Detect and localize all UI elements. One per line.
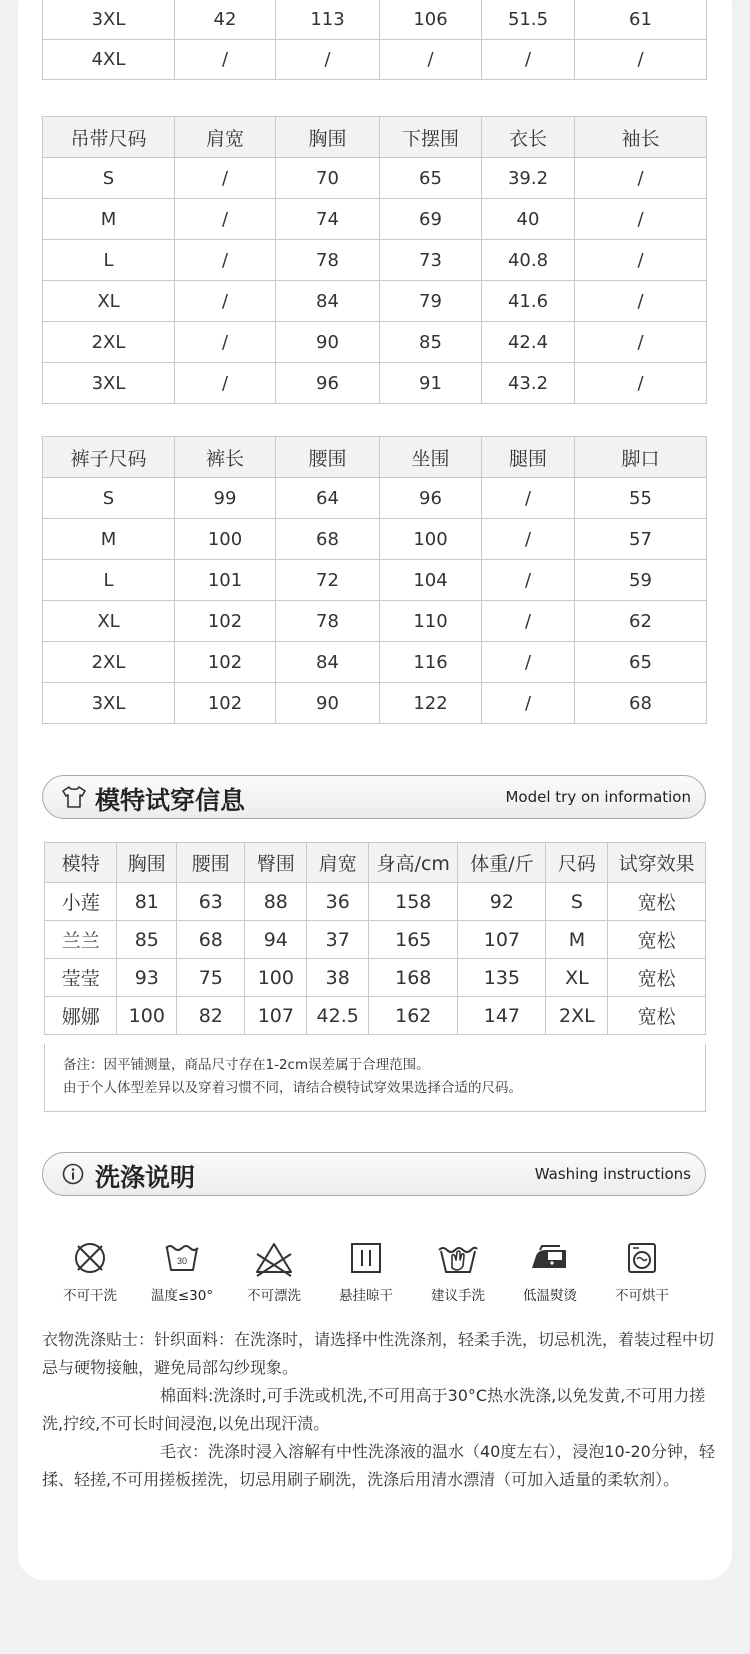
table-cell: L [43, 560, 175, 601]
table-row [45, 997, 706, 1035]
table-cell: 68 [575, 683, 707, 724]
table-cell: 2XL [546, 997, 608, 1035]
table-cell: 40.8 [482, 240, 575, 281]
table-cell: 96 [380, 478, 482, 519]
table-cell: / [175, 240, 276, 281]
table-cell: 62 [575, 601, 707, 642]
table-cell: / [575, 281, 707, 322]
header-cell: 体重/斤 [458, 843, 546, 883]
model-section-title: 模特试穿信息 [95, 786, 246, 815]
table-cell: / [482, 601, 575, 642]
table-row [43, 158, 707, 199]
header-cell: 胸围 [276, 117, 380, 158]
no-dry-clean-icon [42, 1238, 138, 1278]
header-cell: 裤子尺码 [43, 437, 175, 478]
table-cell: 107 [458, 921, 546, 959]
table-row [43, 560, 707, 601]
table-cell: M [43, 519, 175, 560]
table-cell: 147 [458, 997, 546, 1035]
header-cell: 尺码 [546, 843, 608, 883]
table-cell: XL [43, 281, 175, 322]
table-cell: / [575, 322, 707, 363]
model-section-banner [42, 775, 706, 819]
wash-item-low-iron [502, 1238, 598, 1304]
table-header-row [43, 117, 707, 158]
table-cell: 3XL [43, 363, 175, 404]
table-cell: 3XL [43, 0, 175, 40]
table-row [43, 683, 707, 724]
table-cell: 102 [175, 601, 276, 642]
table-cell: 72 [276, 560, 380, 601]
table-cell: 42 [175, 0, 276, 40]
table-cell: 65 [575, 642, 707, 683]
header-cell: 下摆围 [380, 117, 482, 158]
table-header-row [43, 437, 707, 478]
header-cell: 肩宽 [307, 843, 369, 883]
table-cell: 93 [117, 959, 177, 997]
table-cell: 宽松 [608, 921, 706, 959]
table-cell: 90 [276, 322, 380, 363]
table-cell: 79 [380, 281, 482, 322]
table-row [45, 959, 706, 997]
table-cell: 73 [380, 240, 482, 281]
wash-section-subtitle: Washing instructions [534, 1165, 691, 1183]
table-cell: / [380, 40, 482, 80]
table-cell: / [575, 158, 707, 199]
table-cell: 70 [276, 158, 380, 199]
table-row [43, 478, 707, 519]
table-cell: 96 [276, 363, 380, 404]
table-cell: M [43, 199, 175, 240]
care-tip-wool: 毛衣：洗涤时浸入溶解有中性洗涤液的温水（40度左右），浸泡10-20分钟，轻揉、轻搓,不可用搓板搓洗，切忌用刷子刷洗，洗涤后用清水漂清（可加入适量的柔软剂）。 [42, 1442, 715, 1489]
wash-label: 不可漂洗 [247, 1288, 301, 1304]
svg-text:30: 30 [176, 1256, 188, 1266]
wash-section-banner [42, 1152, 706, 1196]
header-cell: 臀围 [245, 843, 307, 883]
care-tips [42, 1326, 722, 1494]
table-cell: 4XL [43, 40, 175, 80]
hand-wash-icon [410, 1238, 506, 1278]
table-cell: 3XL [43, 683, 175, 724]
table-cell: / [482, 683, 575, 724]
table-cell: 69 [380, 199, 482, 240]
table-row [43, 0, 707, 40]
table-cell: 122 [380, 683, 482, 724]
header-cell: 肩宽 [175, 117, 276, 158]
table-cell: XL [43, 601, 175, 642]
table-cell: 55 [575, 478, 707, 519]
table-cell: 107 [245, 997, 307, 1035]
model-section-subtitle: Model try on information [505, 788, 691, 806]
table-row [43, 642, 707, 683]
table-cell: / [482, 642, 575, 683]
care-tip-knit: 衣物洗涤贴士：针织面料：在洗涤时，请选择中性洗涤剂，轻柔手洗，切忌机洗，着装过程中切忌与硬物接触，避免局部勾纱现象。 [42, 1330, 715, 1377]
header-cell: 坐围 [380, 437, 482, 478]
table-cell: 2XL [43, 642, 175, 683]
table-cell: 68 [276, 519, 380, 560]
table-cell: / [575, 240, 707, 281]
care-tip-cotton: 棉面料:洗涤时,可手洗或机洗,不可用高于30°C热水洗涤,以免发黄,不可用力搓洗,拧绞,不可长时间浸泡,以免出现汗渍。 [42, 1386, 706, 1433]
table-row [43, 601, 707, 642]
table-cell: / [276, 40, 380, 80]
table-cell: 42.5 [307, 997, 369, 1035]
table-row [43, 199, 707, 240]
table-cell: 100 [175, 519, 276, 560]
table-cell: 102 [175, 683, 276, 724]
table-cell: 宽松 [608, 997, 706, 1035]
table-cell: 99 [175, 478, 276, 519]
table-cell: 57 [575, 519, 707, 560]
wash-item-no-dry-clean [42, 1238, 138, 1304]
table-cell: 宽松 [608, 883, 706, 921]
table-cell: XL [546, 959, 608, 997]
header-cell: 胸围 [117, 843, 177, 883]
model-note-line1: 备注：因平铺测量，商品尺寸存在1-2cm误差属于合理范围。 [63, 1057, 430, 1073]
table-cell: 101 [175, 560, 276, 601]
table-cell: 39.2 [482, 158, 575, 199]
table-cell: 162 [369, 997, 458, 1035]
header-cell: 腰围 [177, 843, 245, 883]
table-cell: 78 [276, 601, 380, 642]
table-cell: 51.5 [482, 0, 575, 40]
model-note [44, 1044, 706, 1112]
no-tumble-dry-icon [594, 1238, 690, 1278]
shirt-icon [61, 785, 87, 813]
table-cell: / [175, 158, 276, 199]
table-cell: 165 [369, 921, 458, 959]
table-cell: 42.4 [482, 322, 575, 363]
table-cell: 84 [276, 281, 380, 322]
table-cell: / [175, 40, 276, 80]
table-cell: S [43, 158, 175, 199]
table-cell: / [575, 40, 707, 80]
wash-item-no-tumble-dry [594, 1238, 690, 1304]
header-cell: 裤长 [175, 437, 276, 478]
table-row [43, 281, 707, 322]
table-cell: 78 [276, 240, 380, 281]
table-row [45, 921, 706, 959]
table-cell: 104 [380, 560, 482, 601]
table-cell: 110 [380, 601, 482, 642]
table-cell: / [175, 199, 276, 240]
wash-label: 低温熨烫 [523, 1288, 577, 1304]
table-cell: M [546, 921, 608, 959]
header-cell: 脚口 [575, 437, 707, 478]
table-cell: 81 [117, 883, 177, 921]
table-cell: 莹莹 [45, 959, 117, 997]
table-cell: 宽松 [608, 959, 706, 997]
table-cell: / [482, 519, 575, 560]
table-cell: / [482, 560, 575, 601]
header-cell: 试穿效果 [608, 843, 706, 883]
table-cell: 65 [380, 158, 482, 199]
header-cell: 模特 [45, 843, 117, 883]
wash-label: 悬挂晾干 [339, 1288, 393, 1304]
wash-item-30-degree [134, 1238, 230, 1304]
table-row [43, 363, 707, 404]
header-cell: 吊带尺码 [43, 117, 175, 158]
info-icon [61, 1162, 85, 1190]
header-cell: 腿围 [482, 437, 575, 478]
table-row [43, 240, 707, 281]
table-cell: 88 [245, 883, 307, 921]
line-dry-icon [318, 1238, 414, 1278]
table-cell: 68 [177, 921, 245, 959]
table-cell: S [546, 883, 608, 921]
table-cell: 100 [245, 959, 307, 997]
low-iron-icon [502, 1238, 598, 1278]
table-cell: 74 [276, 199, 380, 240]
table-cell: 90 [276, 683, 380, 724]
table-cell: 92 [458, 883, 546, 921]
table-cell: 94 [245, 921, 307, 959]
table-cell: / [575, 199, 707, 240]
header-cell: 腰围 [276, 437, 380, 478]
table-cell: 85 [117, 921, 177, 959]
table-cell: 75 [177, 959, 245, 997]
table-cell: 158 [369, 883, 458, 921]
table-cell: 36 [307, 883, 369, 921]
header-cell: 袖长 [575, 117, 707, 158]
table-cell: 2XL [43, 322, 175, 363]
wash-item-hand-wash [410, 1238, 506, 1304]
table-cell: 兰兰 [45, 921, 117, 959]
table-cell: 84 [276, 642, 380, 683]
table-cell: / [175, 281, 276, 322]
table-cell: S [43, 478, 175, 519]
table-cell: 61 [575, 0, 707, 40]
table-cell: / [575, 363, 707, 404]
pants-size-table [42, 436, 707, 724]
table-row [43, 519, 707, 560]
table-cell: 106 [380, 0, 482, 40]
table-cell: 135 [458, 959, 546, 997]
table-header-row [45, 843, 706, 883]
table-cell: / [482, 478, 575, 519]
table-cell: / [482, 40, 575, 80]
table-cell: 64 [276, 478, 380, 519]
table-cell: 41.6 [482, 281, 575, 322]
table-row [45, 883, 706, 921]
table-cell: 116 [380, 642, 482, 683]
wash-label: 不可烘干 [615, 1288, 669, 1304]
wash-label: 不可干洗 [63, 1288, 117, 1304]
table-cell: 82 [177, 997, 245, 1035]
table-cell: 37 [307, 921, 369, 959]
table-cell: 100 [117, 997, 177, 1035]
top-size-table [42, 0, 707, 80]
header-cell: 身高/cm [369, 843, 458, 883]
wash-label: 建议手洗 [431, 1288, 485, 1304]
table-cell: / [175, 363, 276, 404]
table-cell: 85 [380, 322, 482, 363]
wash-section-title: 洗涤说明 [95, 1163, 196, 1192]
table-cell: 59 [575, 560, 707, 601]
table-cell: 100 [380, 519, 482, 560]
camisole-size-table [42, 116, 707, 404]
table-cell: 小莲 [45, 883, 117, 921]
table-cell: / [175, 322, 276, 363]
table-cell: 娜娜 [45, 997, 117, 1035]
table-cell: 168 [369, 959, 458, 997]
wash-label: 温度≤30° [150, 1288, 214, 1304]
table-cell: 40 [482, 199, 575, 240]
wash-item-line-dry [318, 1238, 414, 1304]
table-cell: 43.2 [482, 363, 575, 404]
model-note-line2: 由于个人体型差异以及穿着习惯不同，请结合模特试穿效果选择合适的尺码。 [63, 1080, 522, 1096]
model-table [44, 842, 706, 1035]
table-row [43, 322, 707, 363]
header-cell: 衣长 [482, 117, 575, 158]
table-cell: L [43, 240, 175, 281]
table-row [43, 40, 707, 80]
table-cell: 38 [307, 959, 369, 997]
table-cell: 91 [380, 363, 482, 404]
wash-item-no-bleach [226, 1238, 322, 1304]
table-cell: 113 [276, 0, 380, 40]
table-cell: 63 [177, 883, 245, 921]
wash-30-icon [134, 1238, 230, 1278]
no-bleach-icon [226, 1238, 322, 1278]
table-cell: 102 [175, 642, 276, 683]
